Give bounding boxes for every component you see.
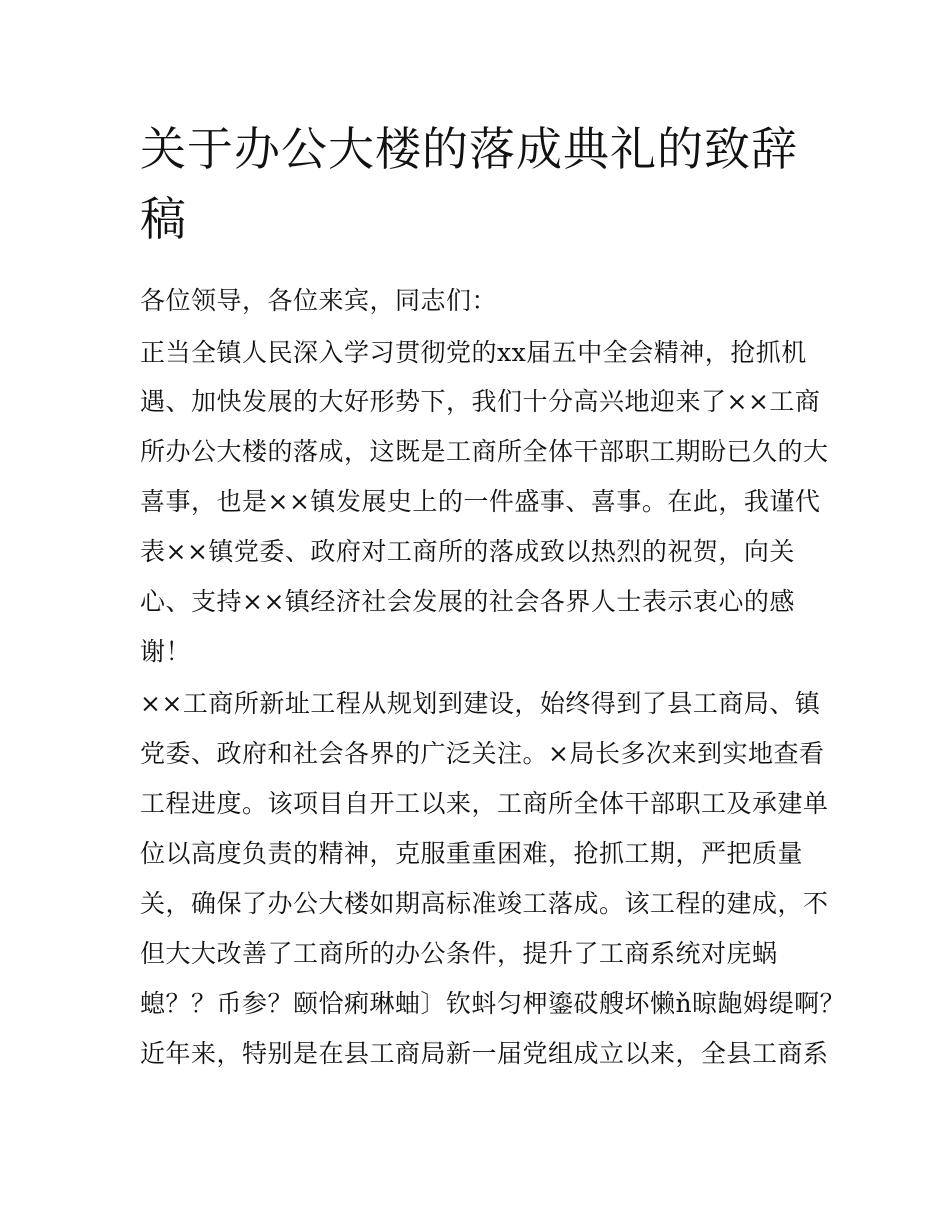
- body-line: 所办公大楼的落成，这既是工商所全体干部职工期盼已久的大: [140, 437, 829, 466]
- body-line: 心、支持××镇经济社会发展的社会各界人士表示衷心的感: [140, 587, 795, 616]
- salutation-line: 各位领导，各位来宾，同志们：: [140, 286, 498, 315]
- body-line: 位以高度负责的精神，克服重重困难，抢抓工期，严把质量: [140, 839, 804, 868]
- body-line: 党委、政府和社会各界的广泛关注。×局长多次来到实地查看: [140, 739, 825, 768]
- body-line: 但大大改善了工商所的办公条件，提升了工商系统对庑蜗: [140, 939, 778, 968]
- body-line: 近年来，特别是在县工商局新一届党组成立以来，全县工商系: [140, 1039, 829, 1068]
- body-line: 关，确保了办公大楼如期高标准竣工落成。该工程的建成，不: [140, 889, 829, 918]
- body-line: 谢！: [140, 637, 192, 666]
- body-line: ××工商所新址工程从规划到建设，始终得到了县工商局、镇: [140, 689, 821, 718]
- document-title: 关于办公大楼的落成典礼的致辞稿: [140, 122, 798, 246]
- body-line: 表××镇党委、政府对工商所的落成致以热烈的祝贺，向关: [140, 537, 795, 566]
- body-line: 螅？？币参？颐恰痢琳蚰〕钦蚪匀柙鎏砹艘坏懒ň晾龅姆缇啊？: [140, 989, 846, 1018]
- body-line: 遇、加快发展的大好形势下，我们十分高兴地迎来了××工商: [140, 387, 821, 416]
- body-line: 喜事，也是××镇发展史上的一件盛事、喜事。在此，我谨代: [140, 487, 821, 516]
- body-line: 工程进度。该项目自开工以来，工商所全体干部职工及承建单: [140, 789, 829, 818]
- body-line: 正当全镇人民深入学习贯彻党的xx届五中全会精神，抢抓机: [140, 338, 807, 367]
